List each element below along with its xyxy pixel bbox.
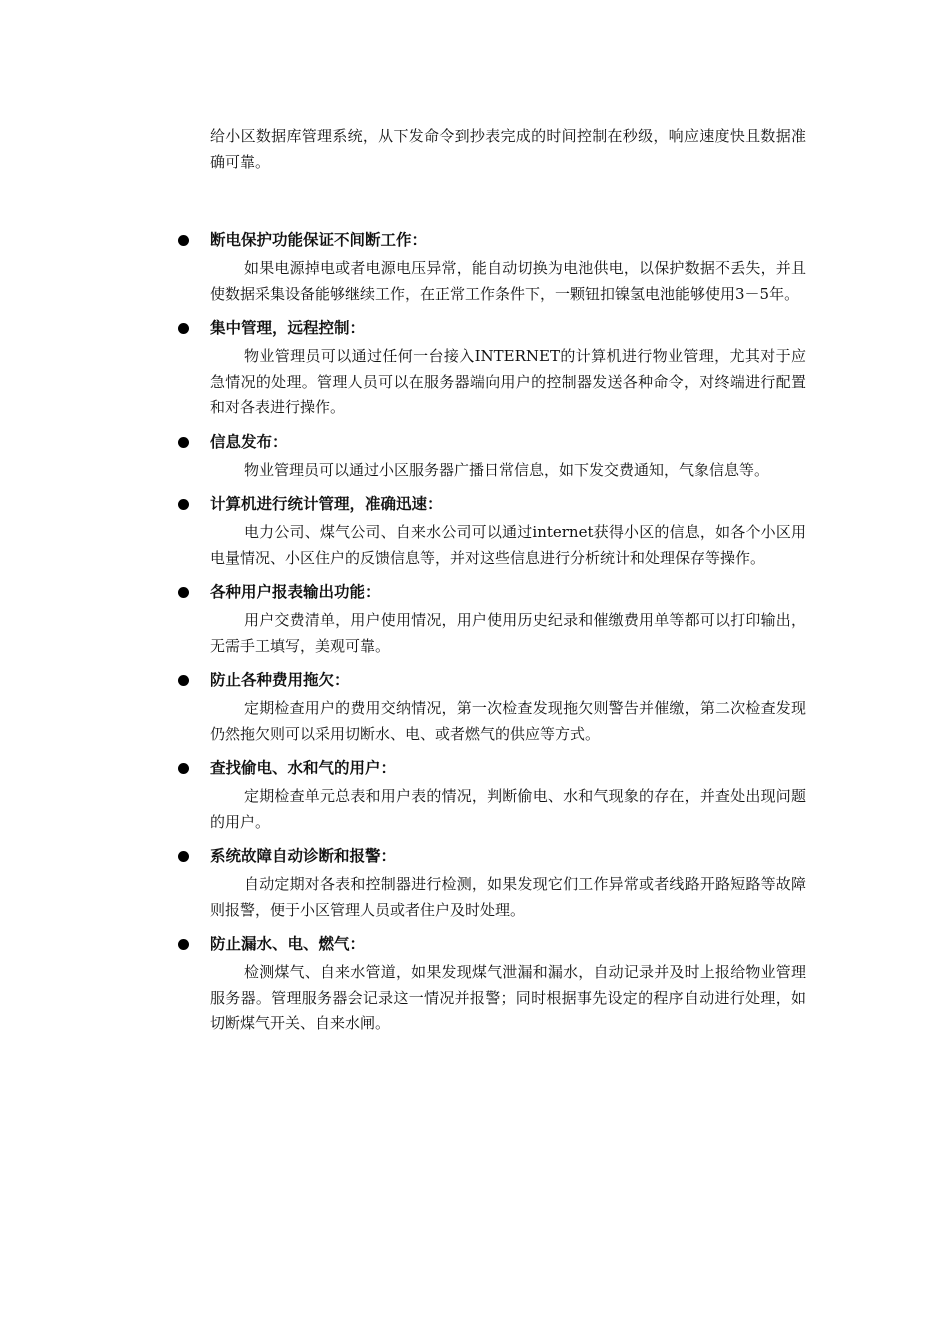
section-body: 用户交费清单，用户使用情况，用户使用历史纪录和催缴费用单等都可以打印输出，无需手工填写，美观可靠。: [210, 611, 806, 655]
section-heading: [210, 667, 806, 693]
section-heading: [210, 227, 806, 253]
bullet-icon: [178, 437, 189, 448]
section-body: 物业管理员可以通过小区服务器广播日常信息，如下发交费通知，气象信息等。: [244, 460, 770, 479]
section-body: 检测煤气、自来水管道，如果发现煤气泄漏和漏水，自动记录并及时上报给物业管理服务器。管理服务器会记录这一情况并报警；同时根据事先设定的程序自动进行处理，如切断煤气开关、自来水闸。: [210, 963, 806, 1032]
section-heading: [210, 315, 806, 341]
section-body: 电力公司、煤气公司、自来水公司可以通过internet获得小区的信息，如各个小区用电量情况、小区住户的反馈信息等，并对这些信息进行分析统计和处理保存等操作。: [210, 523, 806, 567]
bullet-icon: [178, 235, 189, 246]
section-heading: [210, 843, 806, 869]
intro-paragraph: 给小区数据库管理系统，从下发命令到抄表完成的时间控制在秒级，响应速度快且数据准确可靠。: [210, 127, 806, 171]
heading-text: 集中管理，远程控制：: [210, 319, 366, 337]
section-body: 定期检查用户的费用交纳情况，第一次检查发现拖欠则警告并催缴，第二次检查发现仍然拖欠则可以采用切断水、电、或者燃气的供应等方式。: [210, 699, 806, 743]
heading-text: 计算机进行统计管理，准确迅速：: [210, 495, 443, 513]
section-arrears: [210, 667, 806, 747]
section-heading: [210, 931, 806, 957]
heading-text: 系统故障自动诊断和报警：: [210, 847, 397, 865]
heading-text: 各种用户报表输出功能：: [210, 583, 381, 601]
section-body: 定期检查单元总表和用户表的情况，判断偷电、水和气现象的存在，并查处出现问题的用户。: [210, 787, 806, 831]
section-heading: [210, 429, 806, 455]
section-body: 如果电源掉电或者电源电压异常，能自动切换为电池供电，以保护数据不丢失，并且使数据采集设备能够继续工作，在正常工作条件下，一颗钮扣镍氢电池能够使用3－5年。: [210, 259, 806, 303]
section-statistics: [210, 491, 806, 571]
section-fault-diagnosis: [210, 843, 806, 923]
bullet-icon: [178, 763, 189, 774]
heading-text: 信息发布：: [210, 432, 288, 451]
bullet-icon: [178, 675, 189, 686]
section-heading: [210, 755, 806, 781]
section-info-publish: [210, 429, 806, 484]
heading-text: 防止漏水、电、燃气：: [210, 935, 366, 953]
document-page: [210, 124, 806, 1037]
bullet-icon: [178, 587, 189, 598]
bullet-icon: [178, 499, 189, 510]
section-leak-prevention: [210, 931, 806, 1037]
heading-text: 查找偷电、水和气的用户：: [210, 759, 397, 777]
heading-text: 断电保护功能保证不间断工作：: [210, 231, 428, 249]
bullet-icon: [178, 851, 189, 862]
section-heading: [210, 491, 806, 517]
section-body: 自动定期对各表和控制器进行检测，如果发现它们工作异常或者线路开路短路等故障则报警，便于小区管理人员或者住户及时处理。: [210, 875, 806, 919]
section-power-protection: [210, 227, 806, 307]
section-theft-detection: [210, 755, 806, 835]
heading-text: 防止各种费用拖欠：: [210, 671, 350, 689]
bullet-icon: [178, 323, 189, 334]
bullet-icon: [178, 939, 189, 950]
section-reports: [210, 579, 806, 659]
section-body: 物业管理员可以通过任何一台接入INTERNET的计算机进行物业管理，尤其对于应急情况的处理。管理人员可以在服务器端向用户的控制器发送各种命令，对终端进行配置和对各表进行操作。: [210, 347, 806, 416]
section-heading: [210, 579, 806, 605]
section-central-management: [210, 315, 806, 421]
